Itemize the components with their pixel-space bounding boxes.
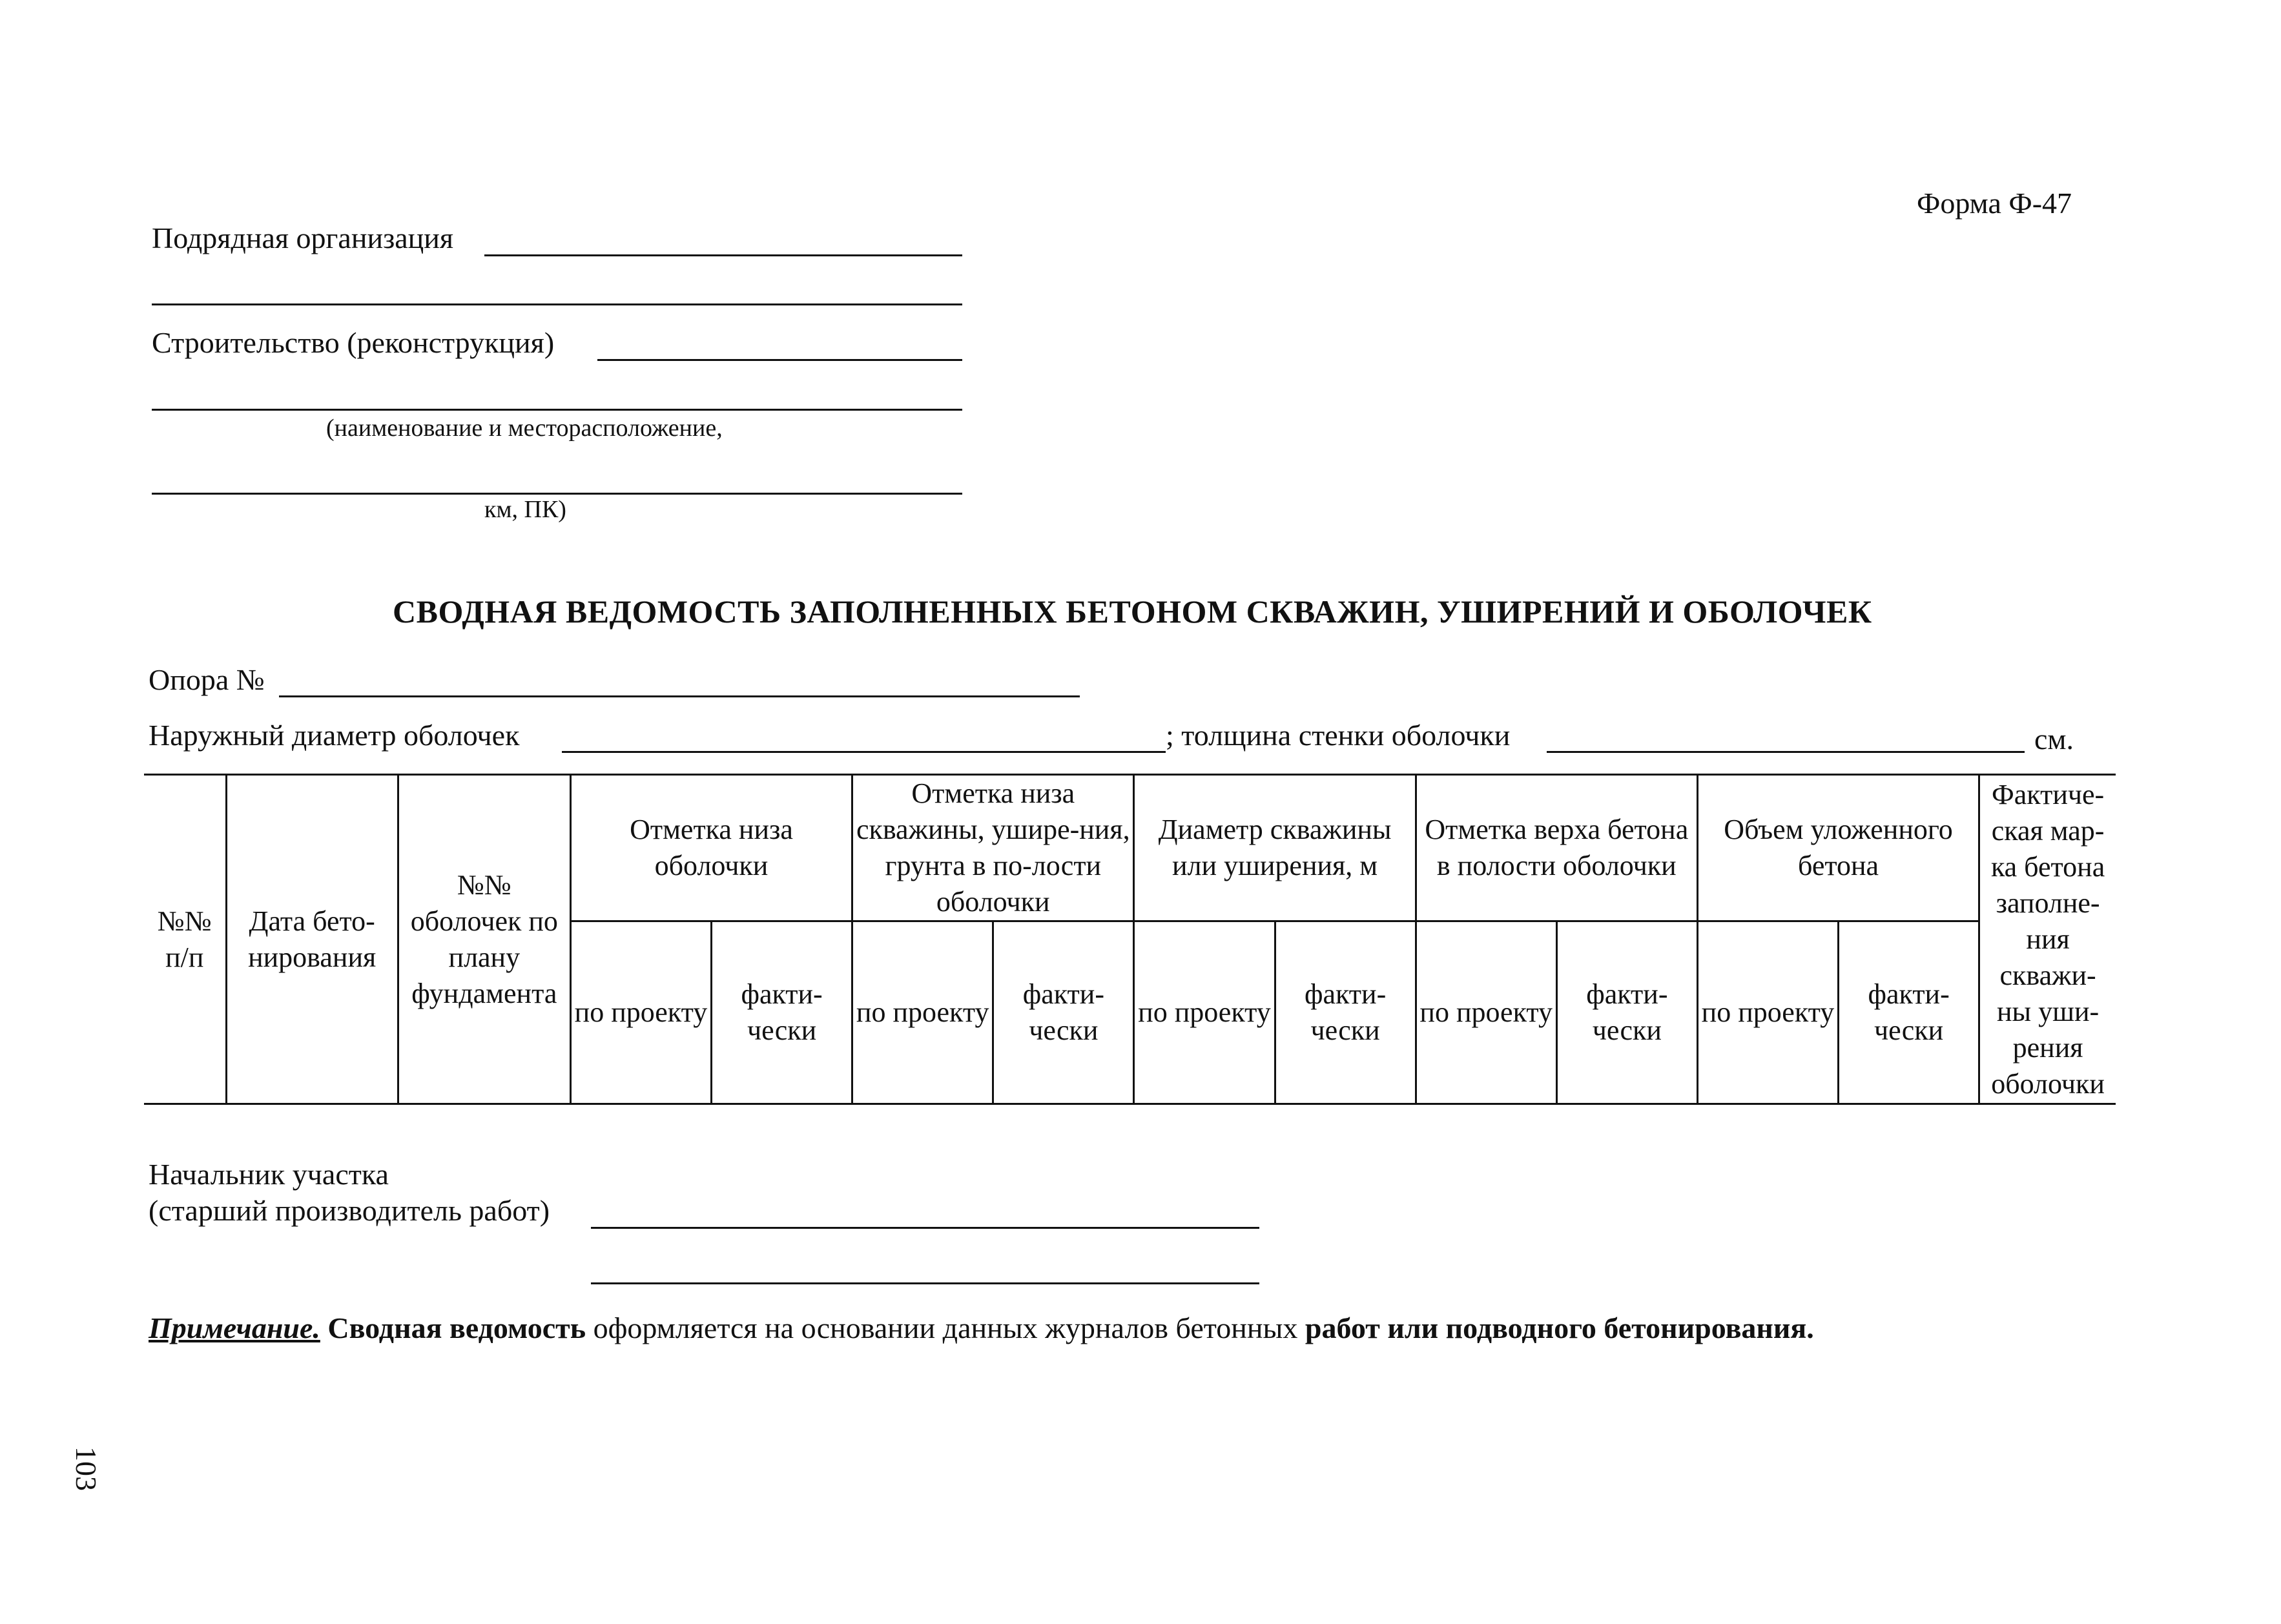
signature-title: Начальник участка <box>149 1158 389 1191</box>
header-group-well-bottom: Отметка низа скважины, ушире-ния, грунта в по-лости оболочки <box>852 775 1134 921</box>
diameter-label: Наружный диаметр оболочек <box>149 719 520 752</box>
header-group-diameter: Диаметр скважины или уширения, м <box>1134 775 1416 921</box>
note-bold-2: работ или подводного бетонирования. <box>1305 1311 1814 1344</box>
support-field[interactable] <box>279 695 1080 697</box>
subheader-project: по проекту <box>1697 921 1838 1104</box>
header-cell-shells: №№ оболочек по плану фундамента <box>398 775 570 1104</box>
contractor-field-2[interactable] <box>152 303 962 305</box>
support-label: Опора № <box>149 663 265 696</box>
page-number: 103 <box>70 1446 103 1491</box>
subheader-actual: факти-чески <box>1556 921 1697 1104</box>
construction-field-2[interactable] <box>152 409 962 411</box>
wall-field[interactable] <box>1547 751 2025 753</box>
header-cell-date: Дата бето-нирования <box>226 775 398 1104</box>
wall-unit: см. <box>2034 723 2074 755</box>
subheader-actual: факти-чески <box>712 921 852 1104</box>
subheader-actual: факти-чески <box>1839 921 1979 1104</box>
subheader-project: по проекту <box>570 921 711 1104</box>
header-cell-grade: Фактиче-ская мар-ка бетона заполне-ния скважи-ны уши-рения оболочки <box>1979 775 2116 1104</box>
signature-field-2[interactable] <box>591 1282 1259 1284</box>
subheader-actual: факти-чески <box>1275 921 1416 1104</box>
construction-field-3[interactable] <box>152 493 962 495</box>
wall-label: ; толщина стенки оболочки <box>1166 719 1511 752</box>
header-group-volume: Объем уложенного бетона <box>1697 775 1979 921</box>
construction-field[interactable] <box>597 359 962 361</box>
summary-table <box>144 774 2116 1105</box>
header-group-shell-bottom: Отметка низа оболочки <box>570 775 852 921</box>
subheader-project: по проекту <box>1134 921 1275 1104</box>
contractor-label: Подрядная организация <box>152 221 454 254</box>
subheader-project: по проекту <box>852 921 993 1104</box>
diameter-field[interactable] <box>562 751 1166 753</box>
form-label: Форма Ф-47 <box>1917 187 2072 220</box>
caption-km-pk: км, ПК) <box>484 496 566 523</box>
note <box>149 1311 1814 1345</box>
header-group-concrete-top: Отметка верха бетона в полости оболочки <box>1416 775 1697 921</box>
note-text: оформляется на основании данных журналов бетонных <box>593 1311 1298 1344</box>
page-title: СВОДНАЯ ВЕДОМОСТЬ ЗАПОЛНЕННЫХ БЕТОНОМ СКВАЖИН, УШИРЕНИЙ И ОБОЛОЧЕК <box>393 593 1872 630</box>
signature-subtitle: (старший производитель работ) <box>149 1194 550 1227</box>
contractor-field[interactable] <box>484 254 962 256</box>
header-cell-num: №№ п/п <box>144 775 226 1104</box>
construction-label: Строительство (реконструкция) <box>152 326 555 359</box>
caption-name-location: (наименование и месторасположение, <box>326 415 723 442</box>
subheader-project: по проекту <box>1416 921 1556 1104</box>
note-bold-1: Сводная ведомость <box>327 1311 586 1344</box>
subheader-actual: факти-чески <box>993 921 1134 1104</box>
signature-field[interactable] <box>591 1227 1259 1229</box>
note-label: Примечание. <box>149 1311 320 1344</box>
